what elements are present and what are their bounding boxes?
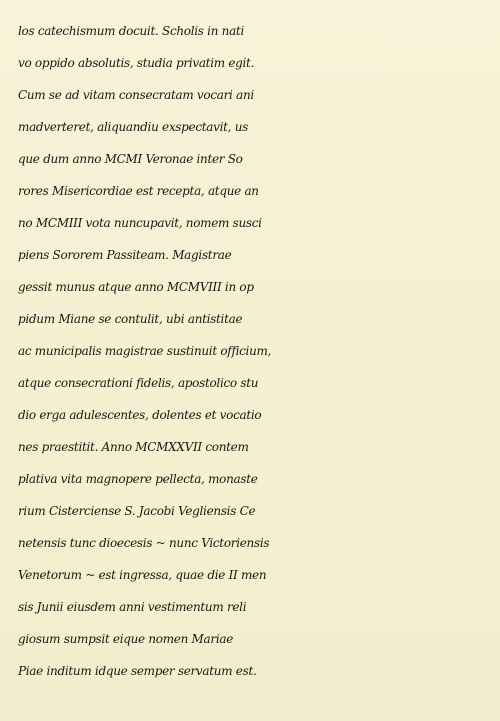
text-line-3: Cum se ad vitam consecratam vocari ani (18, 88, 254, 102)
text-line-13: dio erga adulescentes, dolentes et vocatio (18, 408, 262, 422)
text-line-20: giosum sumpsit eique nomen Mariae (18, 632, 234, 646)
text-line-9: gessit munus atque anno MCMVIII in op (18, 280, 254, 294)
text-line-8: piens Sororem Passiteam. Magistrae (18, 248, 232, 262)
text-line-16: rium Cisterciense S. Jacobi Vegliensis Ce (18, 504, 256, 518)
text-line-15: plativa vita magnopere pellecta, monaste (18, 472, 258, 486)
text-line-7: no MCMIII vota nuncupavit, nomem susci (18, 216, 262, 230)
text-line-12: atque consecrationi fidelis, apostolico stu (18, 376, 259, 390)
text-line-18: Venetorum ~ est ingressa, quae die II men (18, 568, 267, 582)
text-line-19: sis Junii eiusdem anni vestimentum reli (18, 600, 247, 614)
text-line-5: que dum anno MCMI Veronae inter So (18, 152, 243, 166)
calligraphy-text-block (18, 15, 488, 687)
text-line-6: rores Misericordiae est recepta, atque an (18, 184, 259, 198)
text-line-17: netensis tunc dioecesis ~ nunc Victoriensis (18, 536, 270, 550)
text-line-2: vo oppido absolutis, studia privatim egit. (18, 56, 255, 70)
text-line-14: nes praestitit. Anno MCMXXVII contem (18, 440, 249, 454)
text-line-11: ac municipalis magistrae sustinuit officium, (18, 344, 272, 358)
text-line-4: madverteret, aliquandiu exspectavit, us (18, 120, 248, 134)
text-line-1: los catechismum docuit. Scholis in nati (18, 24, 244, 38)
text-line-21: Piae inditum idque semper servatum est. (18, 664, 257, 678)
text-line-10: pidum Miane se contulit, ubi antistitae (18, 312, 243, 326)
